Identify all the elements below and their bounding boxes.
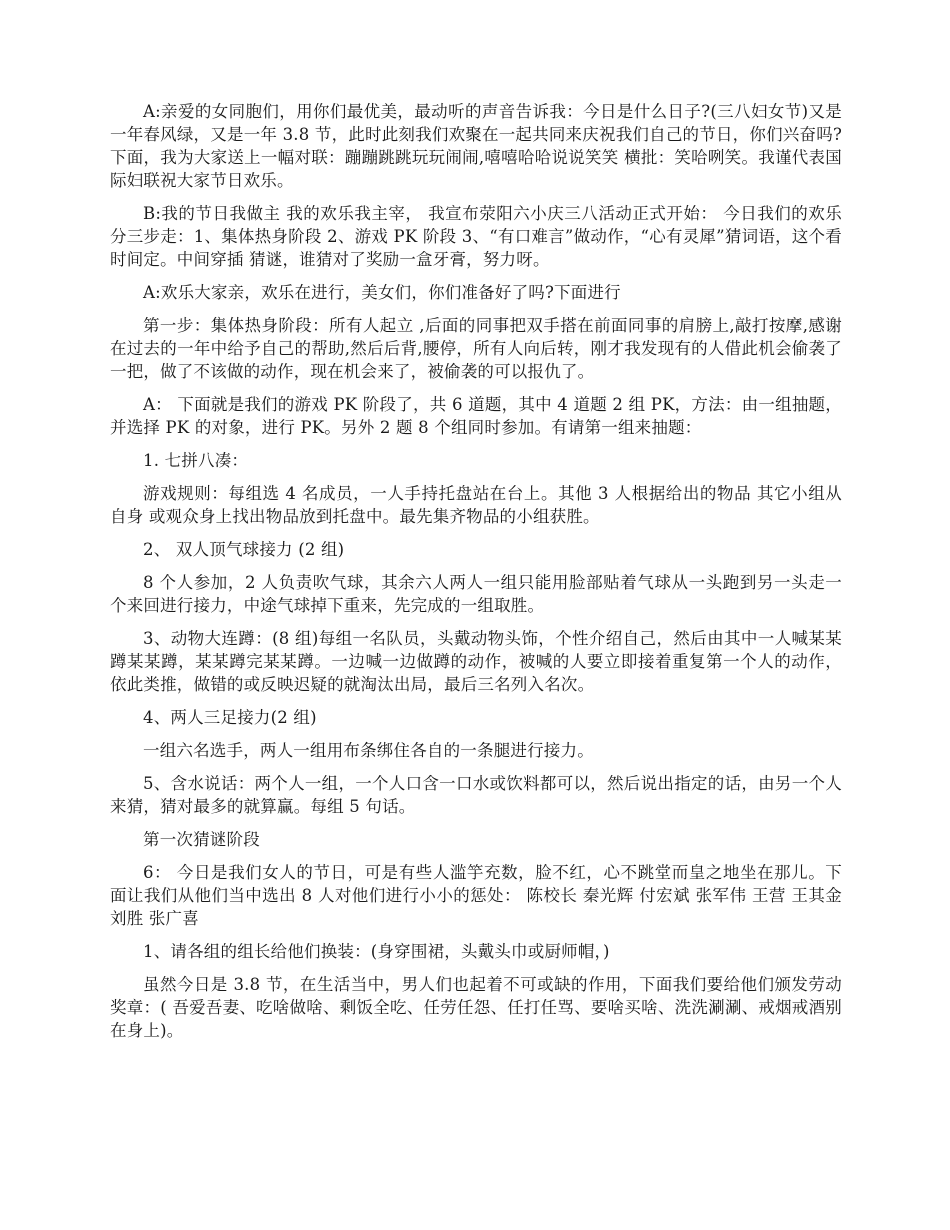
paragraph-costume-change: 1、请各组的组长给他们换装：(身穿围裙，头戴头巾或厨师帽，) (143, 942, 610, 961)
paragraph-event-opening: B:我的节日我做主 我的欢乐我主宰， 我宣布荥阳六小庆三八活动正式开始： 今日我们的欢乐分三步走：1、集体热身阶段 2、游戏 PK 阶段 3、“有口难言”做动作，“心有灵犀”猜词语，这个看时间定。中间穿插 猜谜，谁猜对了奖励一盒牙膏，努力呀。 (110, 204, 842, 269)
paragraph-pk-stage-intro: A： 下面就是我们的游戏 PK 阶段了，共 6 道题，其中 4 道题 2 组 PK，方法：由一组抽题，并选择 PK 的对象，进行 PK。另外 2 题 8 个组同时参加。有请第一组来抽题： (110, 395, 842, 437)
paragraph-labor-medals: 虽然今日是 3.8 节，在生活当中，男人们也起着不可或缺的作用，下面我们要给他们颁发劳动奖章：( 吾爱吾妻、吃啥做啥、剩饭全吃、任劳任怨、任打任骂、要啥买啥、洗洗涮涮、戒烟戒酒别在身上)。 (110, 975, 842, 1040)
paragraph-ready-prompt: A:欢乐大家亲，欢乐在进行，美女们，你们准备好了吗?下面进行 (143, 283, 621, 302)
paragraph-game-1-title: 1. 七拼八凑： (143, 451, 249, 470)
paragraph-opening-greeting: A:亲爱的女同胞们，用你们最优美，最动听的声音告诉我：今日是什么日子?(三八妇女节)又是一年春风绿，又是一年 3.8 节，此时此刻我们欢聚在一起共同来庆祝我们自己的节日，你们兴奋吗?下面，我为大家送上一幅对联：蹦蹦跳跳玩玩闹闹,嘻嘻哈哈说说笑笑 横批：笑哈咧笑。我谨代表国际妇联祝大家节日欢乐。 (110, 102, 842, 190)
document-page (110, 100, 842, 1052)
paragraph-game-2-rules: 8 个人参加，2 人负责吹气球，其余六人两人一组只能用脸部贴着气球从一头跑到另一头走一个来回进行接力，中途气球掉下重来，先完成的一组取胜。 (110, 573, 842, 615)
paragraph-game-2-title: 2、 双人顶气球接力 (2 组) (143, 540, 345, 559)
paragraph-game-4-rules: 一组六名选手，两人一组用布条绑住各自的一条腿进行接力。 (143, 741, 594, 760)
paragraph-game-5: 5、含水说话：两个人一组，一个人口含一口水或饮料都可以，然后说出指定的话，由另一个人来猜，猜对最多的就算赢。每组 5 句话。 (110, 774, 842, 816)
paragraph-warmup-stage: 第一步：集体热身阶段：所有人起立 ,后面的同事把双手搭在前面同事的肩膀上,敲打按摩,感谢在过去的一年中给予自己的帮助,然后后背,腰停，所有人向后转，刚才我发现有的人借此机会偷袭了一把，做了不该做的动作，现在机会来了，被偷袭的可以报仇了。 (110, 316, 842, 381)
paragraph-game-3: 3、动物大连蹲：(8 组)每组一名队员，头戴动物头饰，个性介绍自己，然后由其中一人喊某某蹲某某蹲，某某蹲完某某蹲。一边喊一边做蹲的动作，被喊的人要立即接着重复第一个人的动作，依此类推，做错的或反映迟疑的就淘汰出局，最后三名列入名次。 (110, 629, 842, 694)
paragraph-game-4-title: 4、两人三足接力(2 组) (143, 708, 317, 727)
paragraph-game-1-rules: 游戏规则：每组选 4 名成员，一人手持托盘站在台上。其他 3 人根据给出的物品 其它小组从自身 或观众身上找出物品放到托盘中。最先集齐物品的小组获胜。 (110, 484, 842, 526)
paragraph-riddle-stage-title: 第一次猜谜阶段 (143, 830, 260, 849)
paragraph-game-6: 6： 今日是我们女人的节日，可是有些人滥竽充数，脸不红，心不跳堂而皇之地坐在那儿。下面让我们从他们当中选出 8 人对他们进行小小的惩处： 陈校长 秦光辉 付宏斌 张军伟 王营 王其金 刘胜 张广喜 (110, 863, 842, 928)
